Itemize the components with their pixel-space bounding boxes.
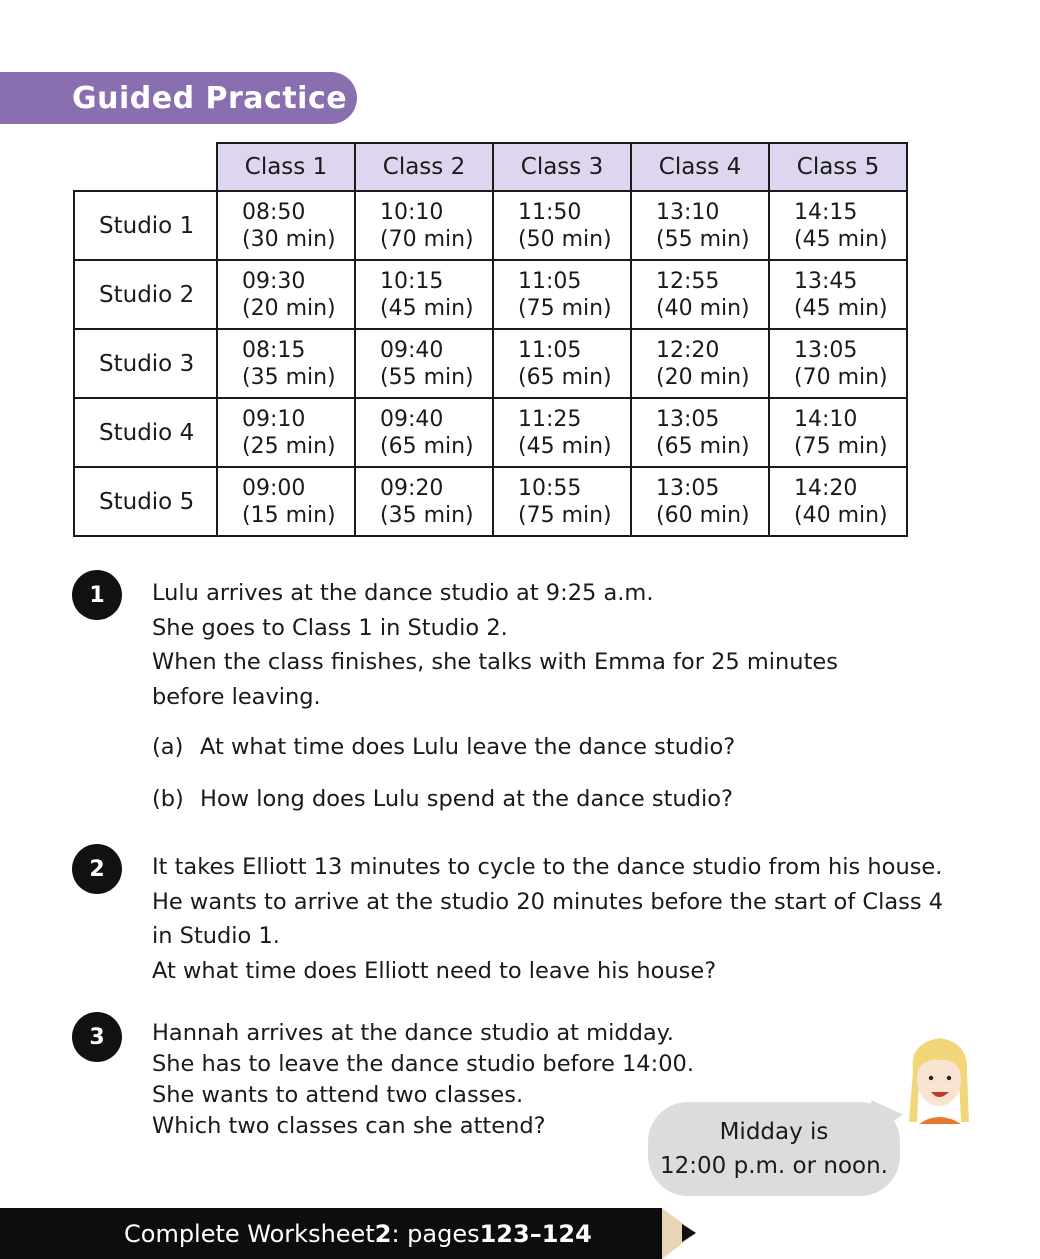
class-duration: (45 min): [794, 226, 888, 252]
table-row: [74, 398, 907, 467]
part-text: How long does Lulu spend at the dance studio?: [200, 786, 733, 812]
class-time: 11:05: [518, 268, 582, 294]
class-time: 09:30: [242, 268, 306, 294]
footer-prefix: Complete Worksheet: [124, 1219, 375, 1248]
column-header: Class 5: [769, 143, 907, 191]
class-duration: (75 min): [518, 295, 612, 321]
question-line: When the class finishes, she talks with Emma for 25 minutes: [152, 649, 838, 675]
class-time: 08:50: [242, 199, 306, 225]
class-duration: (70 min): [794, 364, 888, 390]
class-duration: (35 min): [380, 502, 474, 528]
question-number-badge: 2: [72, 844, 122, 894]
class-time: 09:10: [242, 406, 306, 432]
class-time: 12:20: [656, 337, 720, 363]
class-duration: (55 min): [656, 226, 750, 252]
class-schedule-table: [73, 142, 908, 537]
table-cell: [631, 467, 769, 536]
table-cell: [355, 260, 493, 329]
class-duration: (75 min): [794, 433, 888, 459]
class-duration: (35 min): [242, 364, 336, 390]
question-line: in Studio 1.: [152, 923, 280, 949]
class-time: 10:15: [380, 268, 444, 294]
bubble-line: Midday is: [719, 1119, 829, 1145]
table-row: [74, 467, 907, 536]
table-cell: [493, 329, 631, 398]
table-row: [74, 329, 907, 398]
table-cell: [493, 260, 631, 329]
class-duration: (20 min): [242, 295, 336, 321]
question-part-b: [152, 786, 733, 812]
question-line: It takes Elliott 13 minutes to cycle to the dance studio from his house.: [152, 854, 943, 880]
table-cell: [769, 260, 907, 329]
question-number-badge: 1: [72, 570, 122, 620]
question-line: At what time does Elliott need to leave his house?: [152, 957, 717, 984]
row-header: Studio 1: [74, 191, 217, 260]
column-header: Class 3: [493, 143, 631, 191]
class-time: 11:25: [518, 406, 582, 432]
class-time: 14:10: [794, 406, 858, 432]
row-header: Studio 3: [74, 329, 217, 398]
question-line: Hannah arrives at the dance studio at midday.: [152, 1020, 674, 1046]
footer-mid: : pages: [391, 1219, 480, 1248]
footer-bar: [0, 1208, 662, 1259]
part-text: At what time does Lulu leave the dance studio?: [200, 734, 736, 760]
column-header: Class 4: [631, 143, 769, 191]
part-label: (b): [152, 786, 184, 812]
class-duration: (40 min): [656, 295, 750, 321]
class-time: 13:05: [794, 337, 858, 363]
arrow-right-icon: [682, 1224, 696, 1242]
class-duration: (60 min): [656, 502, 750, 528]
class-time: 13:10: [656, 199, 720, 225]
table-cell: [217, 398, 355, 467]
class-time: 08:15: [242, 337, 306, 363]
part-label: (a): [152, 734, 184, 760]
class-time: 10:55: [518, 475, 582, 501]
table-cell: [355, 329, 493, 398]
table-cell: [217, 191, 355, 260]
table-row: [74, 260, 907, 329]
class-duration: (45 min): [518, 433, 612, 459]
question-text: [152, 850, 943, 988]
corner-cell: [74, 143, 217, 191]
class-duration: (65 min): [380, 433, 474, 459]
row-header: Studio 2: [74, 260, 217, 329]
table-cell: [769, 329, 907, 398]
question-line: She has to leave the dance studio before 14:00.: [152, 1051, 694, 1077]
class-duration: (15 min): [242, 502, 336, 528]
class-time: 12:55: [656, 268, 720, 294]
class-duration: (55 min): [380, 364, 474, 390]
class-time: 09:20: [380, 475, 444, 501]
class-duration: (45 min): [380, 295, 474, 321]
page-range: 123–124: [479, 1219, 592, 1248]
class-time: 13:05: [656, 475, 720, 501]
question-line: He wants to arrive at the studio 20 minutes before the start of Class 4: [152, 888, 944, 915]
girl-illustration-icon: [905, 1030, 975, 1126]
table-cell: [493, 467, 631, 536]
question-line: Lulu arrives at the dance studio at 9:25 a.m.: [152, 580, 654, 606]
table-cell: [769, 467, 907, 536]
column-header: Class 2: [355, 143, 493, 191]
question-part-a: [152, 734, 735, 760]
table-cell: [493, 191, 631, 260]
class-time: 11:50: [518, 199, 582, 225]
table-header-row: [74, 143, 907, 191]
table-cell: [355, 467, 493, 536]
speech-bubble: [648, 1102, 900, 1196]
table-cell: [631, 398, 769, 467]
table-cell: [769, 398, 907, 467]
question-line: She wants to attend two classes.: [152, 1082, 524, 1108]
question-line: She goes to Class 1 in Studio 2.: [152, 614, 508, 641]
column-header: Class 1: [217, 143, 355, 191]
section-banner: [0, 72, 357, 124]
class-time: 09:40: [380, 337, 444, 363]
question-text: [152, 576, 838, 714]
question-line: Which two classes can she attend?: [152, 1113, 546, 1139]
class-time: 10:10: [380, 199, 444, 225]
class-duration: (25 min): [242, 433, 336, 459]
table-cell: [217, 329, 355, 398]
class-time: 09:00: [242, 475, 306, 501]
question-number-badge: 3: [72, 1012, 122, 1062]
class-time: 09:40: [380, 406, 444, 432]
table-cell: [217, 260, 355, 329]
class-duration: (75 min): [518, 502, 612, 528]
class-duration: (20 min): [656, 364, 750, 390]
table-cell: [217, 467, 355, 536]
table-cell: [355, 191, 493, 260]
row-header: Studio 5: [74, 467, 217, 536]
worksheet-number: 2: [374, 1219, 392, 1248]
class-duration: (50 min): [518, 226, 612, 252]
table-cell: [631, 191, 769, 260]
class-duration: (65 min): [518, 364, 612, 390]
table-cell: [631, 260, 769, 329]
table-row: [74, 191, 907, 260]
class-time: 14:15: [794, 199, 858, 225]
class-duration: (65 min): [656, 433, 750, 459]
table-cell: [769, 191, 907, 260]
question-line: before leaving.: [152, 683, 321, 710]
bubble-line: 12:00 p.m. or noon.: [660, 1153, 888, 1179]
table-cell: [355, 398, 493, 467]
class-time: 14:20: [794, 475, 858, 501]
class-duration: (30 min): [242, 226, 336, 252]
question-text: [152, 1018, 694, 1142]
row-header: Studio 4: [74, 398, 217, 467]
class-duration: (45 min): [794, 295, 888, 321]
table-cell: [631, 329, 769, 398]
class-duration: (70 min): [380, 226, 474, 252]
class-time: 13:05: [656, 406, 720, 432]
class-duration: (40 min): [794, 502, 888, 528]
table-cell: [493, 398, 631, 467]
class-time: 11:05: [518, 337, 582, 363]
class-time: 13:45: [794, 268, 858, 294]
section-title: Guided Practice: [72, 80, 348, 116]
